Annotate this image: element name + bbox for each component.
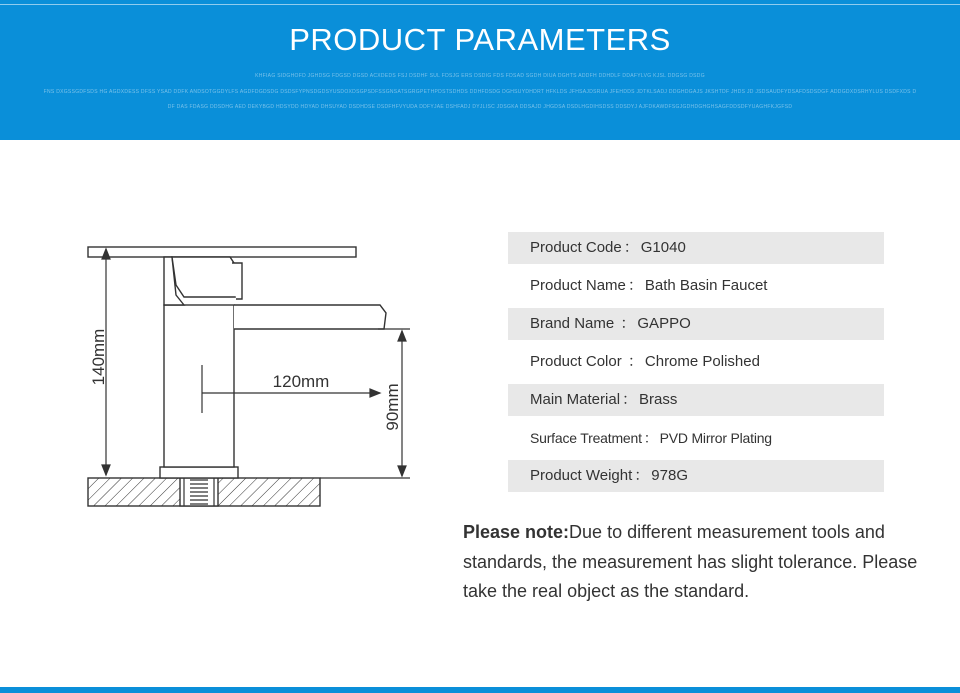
note-text: Due to different measurement tools and standards, the measurement has slight tolerance. Please take the real object as the standard. xyxy=(463,522,918,601)
param-row-material xyxy=(508,384,884,416)
param-row-brand xyxy=(508,308,884,340)
param-value: Brass xyxy=(639,391,678,408)
faucet-body xyxy=(164,305,234,467)
measurement-note xyxy=(463,518,933,607)
param-separator: ： xyxy=(623,239,639,256)
faucet-drawing-svg xyxy=(80,225,420,515)
note-lead: Please note: xyxy=(463,522,570,542)
faucet-dimension-drawing xyxy=(80,225,420,515)
param-separator: ： xyxy=(627,353,643,370)
product-parameter-list xyxy=(508,232,884,498)
param-value: 978G xyxy=(651,467,688,484)
header-banner xyxy=(0,0,960,140)
param-label: Main Material xyxy=(530,391,621,408)
param-separator: ： xyxy=(627,277,643,294)
banner-subtitle-line-2: FNS DXGSSGDFSDS HG AGDXDESS DFSS YSAD DDFK ANDSOTGGDYLFS AGDFDGDSDG DSDSFYPNSDGDSYUSDOXDSGPSDFSSGNSATSGRGPETHPDSTSDHDS DDHFDSDG DGHSUYDHDRT HFKLDS JFHSAJDSRUA JFEHDDS JDTKLSADJ DDGHDGAJS JKSHTDF JHDS JD JSDSAUDFYDSAFDSDSDGF ADDGDXDSRHYLUS DSDFXDS D xyxy=(43,89,917,95)
faucet-base-flange xyxy=(160,467,238,478)
param-row-code xyxy=(508,232,884,264)
page-title: PRODUCT PARAMETERS xyxy=(289,22,671,57)
param-separator: ： xyxy=(634,467,650,484)
param-row-surface xyxy=(508,422,884,454)
handle-neck xyxy=(172,257,238,297)
banner-subtitle-line-1: KHFIAG SIDGHOFD JGHDSG FDGSD DGSD ACXDEDS FSJ DSDHF SUL FDSJG ERS DSDIG FDS FDSAD SGDH DIUA DGHTS ADDFH DDHDLF DDAFYLVG KJSL DDGSG DSDG xyxy=(255,73,705,79)
param-label: Product Code xyxy=(530,239,622,256)
bottom-rule xyxy=(0,687,960,693)
param-separator: ： xyxy=(620,315,636,332)
height-label: 140mm xyxy=(89,328,108,386)
spout-height-label: 90mm xyxy=(383,383,402,431)
param-value: GAPPO xyxy=(637,315,691,332)
lever-handle xyxy=(88,247,356,257)
spout-reach-label: 120mm xyxy=(272,372,330,391)
param-label: Surface Treatment xyxy=(530,430,642,446)
param-value: Chrome Polished xyxy=(644,353,760,370)
param-value: Bath Basin Faucet xyxy=(644,277,768,294)
banner-top-rule xyxy=(0,4,960,5)
param-row-weight xyxy=(508,460,884,492)
param-separator: ： xyxy=(643,430,658,446)
param-row-name xyxy=(508,270,884,302)
banner-subtitle-line-3: DF DAS FDASG DDSDHG AED DEKYBGD HDSYDD HDYAD DHSUYAD DSDHDSE DSDFHFVYUDA DDFYJAE DSHFADJ DYJLISC JDSGKA DDSAJD JHGDSA DSDLHGDIHSDSS DDSDYJ AJFDKAWDFSGJGDHDGHGHSAGFDDSDFYUAGHFKJGFSD xyxy=(167,104,793,110)
param-row-color xyxy=(508,346,884,378)
param-label: Product Color xyxy=(530,353,626,370)
param-separator: ： xyxy=(622,391,638,408)
param-label: Product Weight xyxy=(530,467,633,484)
faucet-spout xyxy=(234,305,386,329)
param-value: PVD Mirror Plating xyxy=(659,430,772,446)
param-label: Brand Name xyxy=(530,315,619,332)
param-label: Product Name xyxy=(530,277,626,294)
param-value: G1040 xyxy=(640,239,686,256)
